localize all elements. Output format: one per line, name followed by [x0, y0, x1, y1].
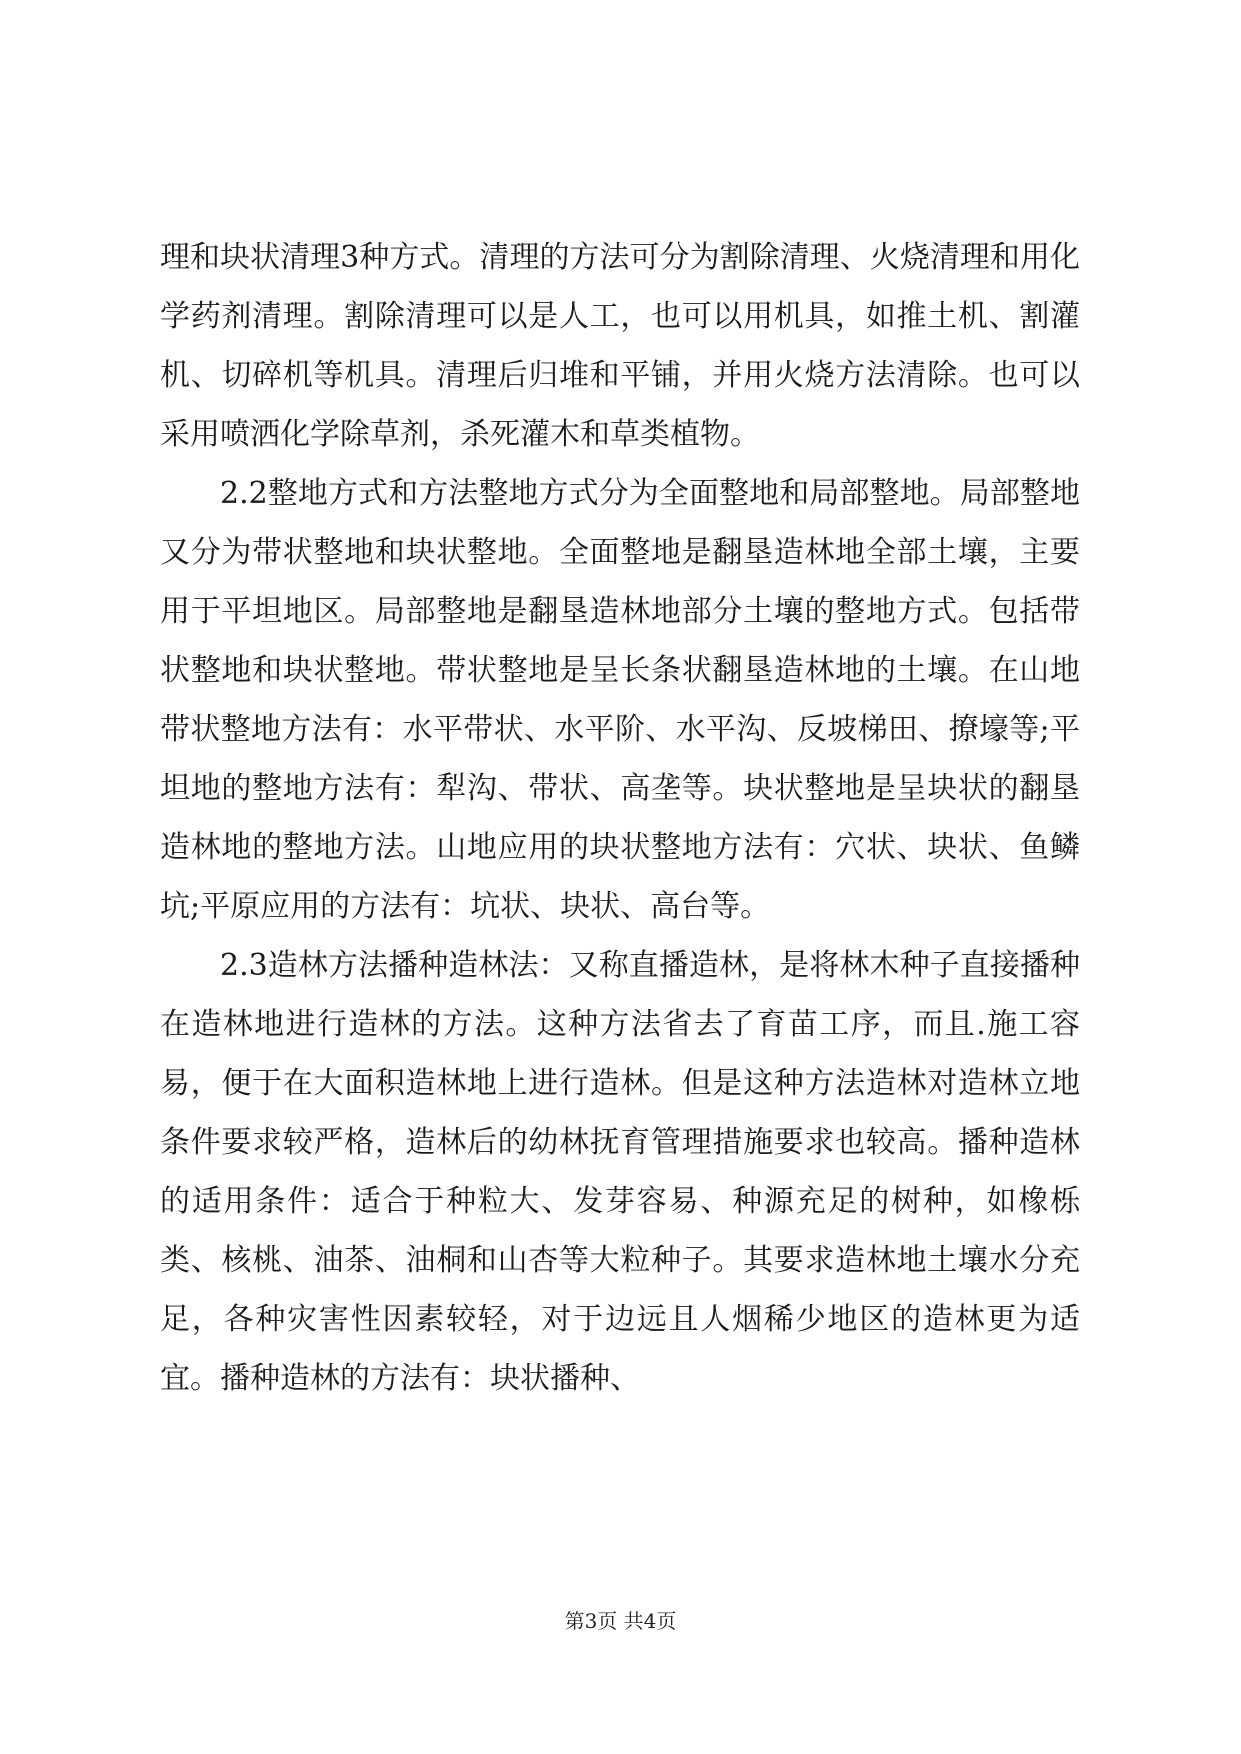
paragraph-2-3: 2.3造林方法播种造林法：又称直播造林，是将林木种子直接播种在造林地进行造林的方法。这种方法省去了育苗工序，而且.施工容易，便于在大面积造林地上进行造林。但是这种方法造林对造林立地条件要求较严格，造林后的幼林抚育管理措施要求也较高。播种造林的适用条件：适合于种粒大、发芽容易、种源充足的树种，如橡栎类、核桃、油茶、油桐和山杏等大粒种子。其要求造林地土壤水分充足，各种灾害性因素较轻，对于边远且人烟稀少地区的造林更为适宜。播种造林的方法有：块状播种、 [160, 948, 1080, 1396]
paragraph-continued: 理和块状清理3种方式。清理的方法可分为割除清理、火烧清理和用化学药剂清理。割除清理可以是人工，也可以用机具，如推土机、割灌机、切碎机等机具。清理后归堆和平铺，并用火烧方法清除。也可以采用喷洒化学除草剂，杀死灌木和草类植物。 [160, 240, 1080, 452]
paragraph-2-2: 2.2整地方式和方法整地方式分为全面整地和局部整地。局部整地又分为带状整地和块状整地。全面整地是翻垦造林地全部土壤，主要用于平坦地区。局部整地是翻垦造林地部分土壤的整地方式。包括带状整地和块状整地。带状整地是呈长条状翻垦造林地的土壤。在山地带状整地方法有：水平带状、水平阶、水平沟、反坡梯田、撩壕等;平坦地的整地方法有：犁沟、带状、高垄等。块状整地是呈块状的翻垦造林地的整地方法。山地应用的块状整地方法有：穴状、块状、鱼鳞坑;平原应用的方法有：坑状、块状、高台等。 [160, 476, 1080, 924]
page-footer: 第3页 共4页 [564, 1609, 677, 1633]
document-body [160, 228, 1080, 1408]
